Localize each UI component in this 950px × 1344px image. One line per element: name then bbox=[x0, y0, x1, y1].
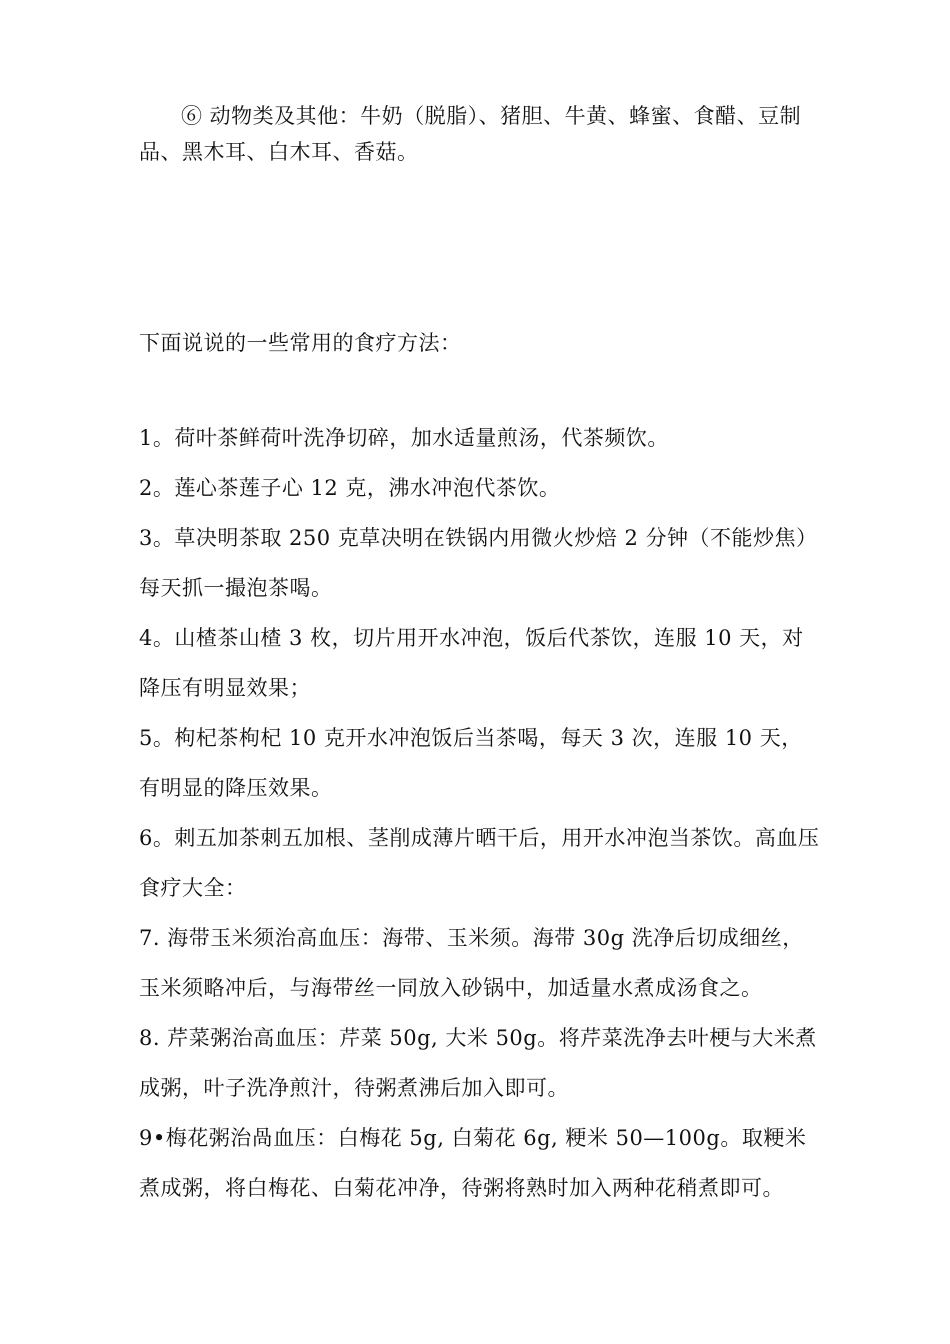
intro-paragraph: ⑥ 动物类及其他：牛奶（脱脂）、猪胆、牛黄、蜂蜜、食醋、豆制品、黑木耳、白木耳、香菇。 bbox=[139, 104, 802, 164]
list-item: 4。山楂茶山楂 3 枚，切片用开水冲泡，饭后代茶饮，连服 10 天，对降压有明显效果； bbox=[139, 626, 804, 700]
list-item: 5。枸杞茶枸杞 10 克开水冲泡饭后当茶喝，每天 3 次，连服 10 天，有明显的降压效果。 bbox=[139, 726, 803, 800]
list-item: 8. 芹菜粥治高血压：芹菜 50g, 大米 50g。将芹菜洗净去叶梗与大米煮成粥，叶子洗净煎汁，待粥煮沸后加入即可。 bbox=[139, 1026, 817, 1100]
list-item: 9•梅花粥治咼血压：白梅花 5g, 白菊花 6g, 粳米 50—100g。取粳米煮成粥，将白梅花、白菊花冲净，待粥将熟时加入两种花稍煮即可。 bbox=[139, 1126, 807, 1200]
list-item: 3。草决明茶取 250 克草决明在铁锅内用微火炒焙 2 分钟（不能炒焦）每天抓一撮泡茶喝。 bbox=[139, 526, 818, 600]
list-item: 6。刺五加茶刺五加根、茎削成薄片晒干后，用开水冲泡当茶饮。高血压食疗大全： bbox=[139, 826, 820, 900]
list-item: 2。莲心茶莲子心 12 克，沸水冲泡代茶饮。 bbox=[139, 476, 561, 500]
list-item: 1。荷叶茶鲜荷叶洗净切碎，加水适量煎汤，代茶频饮。 bbox=[139, 426, 669, 450]
section-heading: 下面说说的一些常用的食疗方法： bbox=[139, 331, 462, 355]
list-item: 7. 海带玉米须治高血压：海带、玉米须。海带 30g 洗净后切成细丝，玉米须略冲后，与海带丝一同放入砂锅中，加适量水煮成汤食之。 bbox=[139, 926, 804, 1000]
remedy-list bbox=[139, 413, 824, 1213]
